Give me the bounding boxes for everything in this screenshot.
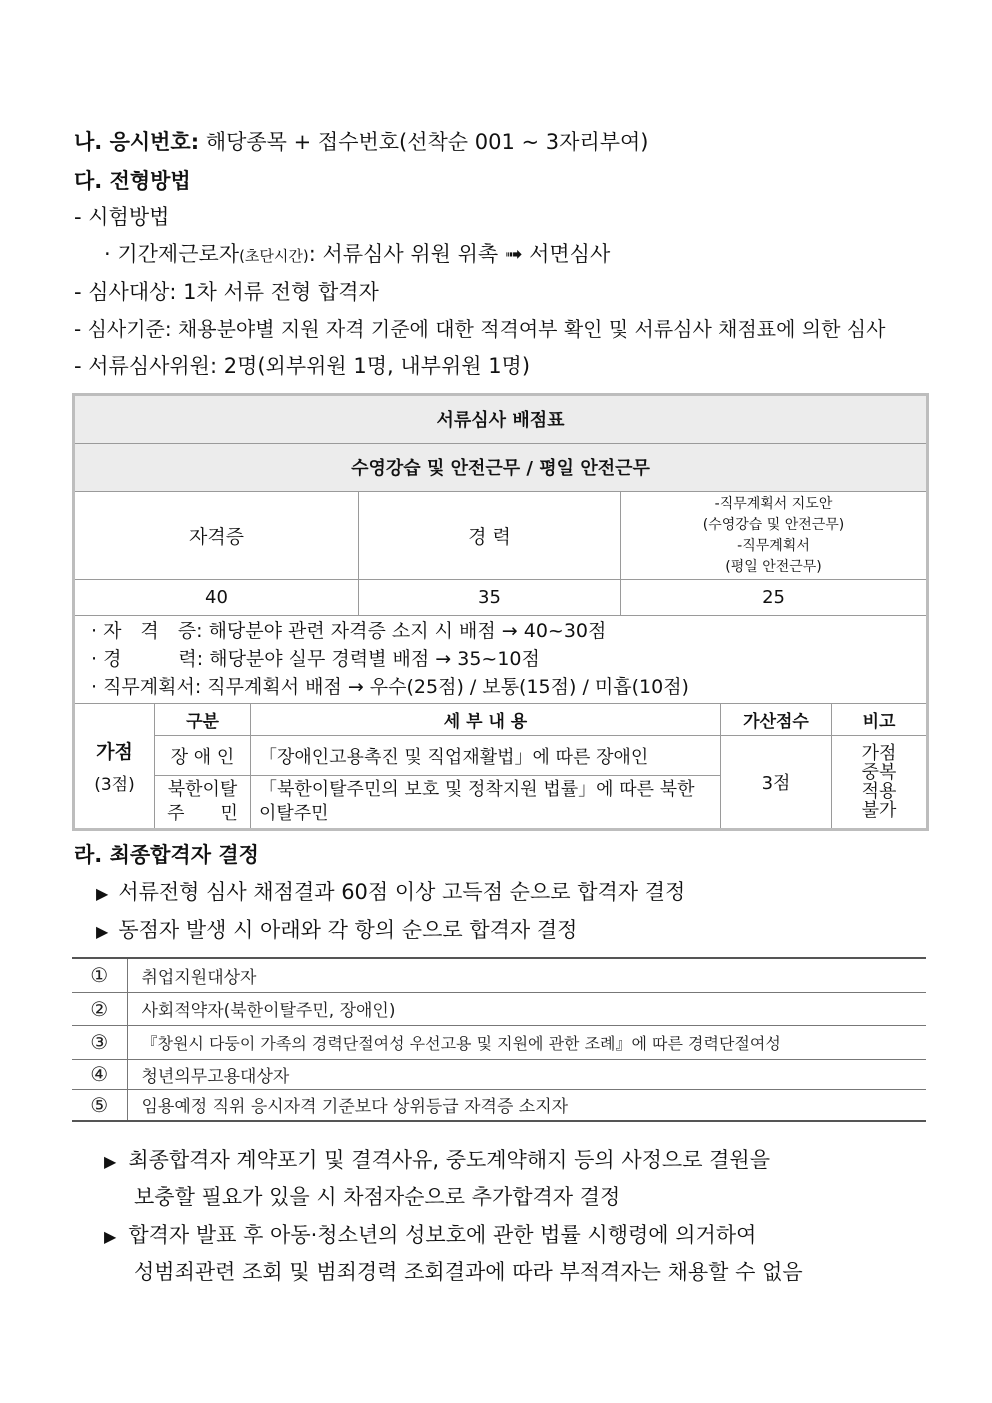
score-table-title: 서류심사 배점표 bbox=[75, 396, 927, 444]
exam-method-title: - 시험방법 bbox=[74, 205, 170, 229]
final-note-1-text-1: 최종합격자 계약포기 및 결격사유, 중도계약해지 등의 사정으로 결원을 bbox=[128, 1148, 771, 1172]
selection-method-title: 다. 전형방법 bbox=[74, 169, 191, 193]
bonus-header-category: 구분 bbox=[155, 703, 251, 735]
bonus-label: 가점 bbox=[96, 740, 133, 763]
criteria-line: · 경 력: 해당분야 실무 경력별 배점 → 35~10점 bbox=[91, 647, 540, 670]
priority-number: ⑤ bbox=[72, 1089, 127, 1121]
job-plan-line: (수영강습 및 안전근무) bbox=[702, 516, 845, 533]
triangle-bullet-icon: ▶ bbox=[96, 922, 109, 941]
job-plan-line: -직무계획서 지도안 bbox=[714, 495, 833, 512]
tie-break-priority-table bbox=[72, 957, 926, 1122]
review-target: - 심사대상: 1차 서류 전형 합격자 bbox=[74, 280, 379, 304]
bonus-header-detail: 세 부 내 용 bbox=[251, 703, 721, 735]
review-criteria: - 심사기준: 채용분야별 지원 자격 기준에 대한 적격여부 확인 및 서류심사 채점표에 의한 심사 bbox=[74, 317, 886, 341]
final-note-2-line-1 bbox=[104, 1221, 756, 1251]
bonus-points: (3점) bbox=[94, 774, 135, 795]
priority-text: 취업지원대상자 bbox=[127, 958, 926, 992]
final-note-2-text-1: 합격자 발표 후 아동·청소년의 성보호에 관한 법률 시행령에 의거하여 bbox=[128, 1223, 757, 1247]
final-note-1-line-2: 보충할 필요가 있을 시 차점자순으로 추가합격자 결정 bbox=[134, 1185, 621, 1209]
bonus-category-disabled: 장 애 인 bbox=[155, 735, 251, 775]
triangle-bullet-icon: ▶ bbox=[104, 1227, 117, 1246]
column-career: 경 력 bbox=[359, 492, 621, 580]
exam-number-line bbox=[74, 128, 649, 156]
score-career: 35 bbox=[359, 580, 621, 615]
exam-method-item bbox=[104, 240, 610, 270]
score-criteria bbox=[75, 615, 927, 703]
triangle-bullet-icon: ▶ bbox=[96, 884, 109, 903]
review-committee: - 서류심사위원: 2명(외부위원 1명, 내부위원 1명) bbox=[74, 354, 531, 378]
final-decision-bullet-1 bbox=[96, 878, 685, 908]
exam-method-item-prefix: · 기간제근로자 bbox=[104, 242, 240, 266]
final-decision-title: 라. 최종합격자 결정 bbox=[74, 843, 259, 867]
bonus-header-note: 비고 bbox=[832, 703, 927, 735]
triangle-bullet-icon: ▶ bbox=[104, 1152, 117, 1171]
column-certificate: 자격증 bbox=[75, 492, 359, 580]
priority-text: 임용예정 직위 응시자격 기준보다 상위등급 자격증 소지자 bbox=[127, 1089, 926, 1121]
priority-number: ① bbox=[72, 958, 127, 992]
final-note-2-line-2: 성범죄관련 조회 및 범죄경력 조회결과에 따라 부적격자는 채용할 수 없음 bbox=[134, 1260, 803, 1284]
criteria-line: · 자 격 증: 해당분야 관련 자격증 소지 시 배점 → 40~30점 bbox=[91, 619, 607, 642]
criteria-line: · 직무계획서: 직무계획서 배점 → 우수(25점) / 보통(15점) / 미흡(10점) bbox=[91, 675, 689, 698]
bonus-label-cell bbox=[75, 703, 155, 828]
exam-number-text: 해당종목 + 접수번호(선착순 001 ~ 3자리부여) bbox=[205, 130, 649, 154]
priority-text: 사회적약자(북한이탈주민, 장애인) bbox=[127, 992, 926, 1025]
priority-number: ④ bbox=[72, 1059, 127, 1089]
exam-method-item-text: : 서류심사 위원 위촉 ➟ 서면심사 bbox=[308, 242, 611, 266]
score-certificate: 40 bbox=[75, 580, 359, 615]
column-job-plan bbox=[621, 492, 927, 580]
priority-text: 청년의무고용대상자 bbox=[127, 1059, 926, 1089]
score-table-subtitle: 수영강습 및 안전근무 / 평일 안전근무 bbox=[75, 443, 927, 492]
exam-number-label: 나. 응시번호: bbox=[74, 130, 200, 154]
job-plan-line: (평일 안전근무) bbox=[725, 558, 822, 575]
final-note-1-line-1 bbox=[104, 1146, 770, 1176]
bonus-note: 가점 중복 적용 불가 bbox=[832, 735, 927, 828]
bonus-detail-disabled: 「장애인고용촉진 및 직업재활법」에 따른 장애인 bbox=[251, 735, 721, 775]
score-job-plan: 25 bbox=[621, 580, 927, 615]
bonus-category-defector: 북한이탈 주 민 bbox=[155, 776, 251, 829]
priority-number: ② bbox=[72, 992, 127, 1025]
exam-method-item-note: (초단시간) bbox=[239, 247, 309, 265]
job-plan-line: -직무계획서 bbox=[737, 537, 810, 554]
priority-number: ③ bbox=[72, 1025, 127, 1059]
priority-text: 『창원시 다둥이 가족의 경력단절여성 우선고용 및 지원에 관한 조례』에 따른 경력단절여성 bbox=[127, 1025, 926, 1059]
final-decision-bullet-1-text: 서류전형 심사 채점결과 60점 이상 고득점 순으로 합격자 결정 bbox=[118, 880, 686, 904]
final-decision-bullet-2 bbox=[96, 916, 577, 946]
bonus-detail-defector: 「북한이탈주민의 보호 및 정착지원 법률」에 따른 북한이탈주민 bbox=[251, 776, 721, 829]
final-decision-bullet-2-text: 동점자 발생 시 아래와 각 항의 순으로 합격자 결정 bbox=[118, 918, 578, 942]
score-table bbox=[74, 395, 927, 829]
bonus-header-score: 가산점수 bbox=[721, 703, 832, 735]
bonus-score: 3점 bbox=[721, 735, 832, 828]
